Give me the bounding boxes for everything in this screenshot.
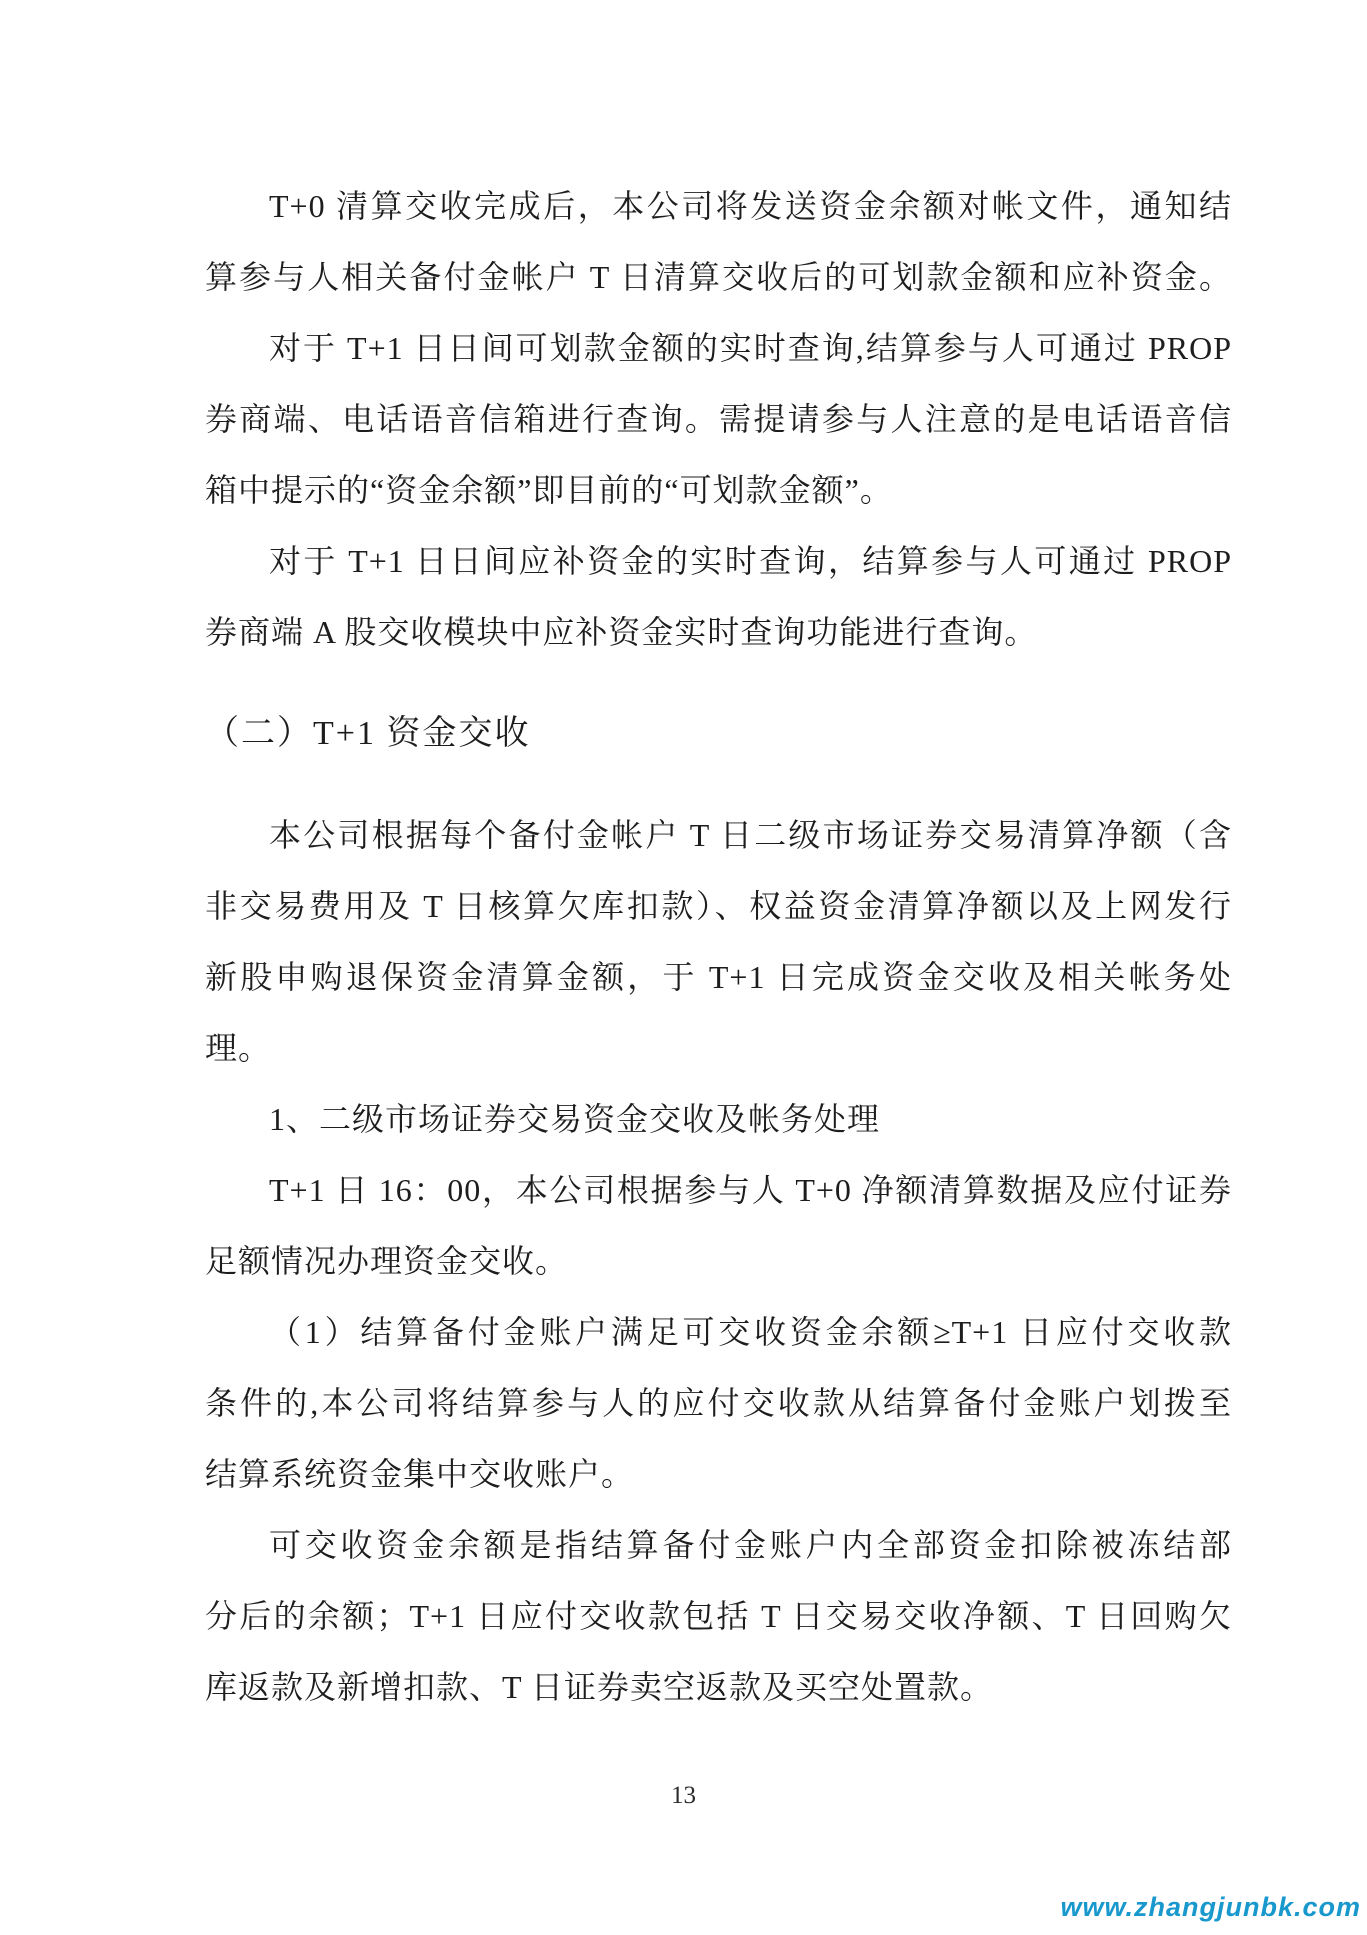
paragraph-line: T+1 日 16：00，本公司根据参与人 T+0 净额清算数据及应付证券 <box>269 1172 1232 1208</box>
paragraph-line: 本公司根据每个备付金帐户 T 日二级市场证券交易清算净额（含 <box>269 817 1232 853</box>
paragraph-line: 库返款及新增扣款、T 日证券卖空返款及买空处置款。 <box>205 1669 993 1705</box>
paragraph-line: 足额情况办理资金交收。 <box>205 1243 569 1279</box>
paragraph-line: 券商端、电话语音信箱进行查询。需提请参与人注意的是电话语音信 <box>205 401 1232 437</box>
section-heading: （二）T+1 资金交收 <box>205 715 531 752</box>
paragraph-line: 结算系统资金集中交收账户。 <box>205 1456 635 1492</box>
paragraph-line: （1）结算备付金账户满足可交收资金余额≥T+1 日应付交收款 <box>269 1314 1232 1350</box>
paragraph-line: 新股申购退保资金清算金额，于 T+1 日完成资金交收及相关帐务处 <box>205 959 1232 995</box>
paragraph-line: 对于 T+1 日日间可划款金额的实时查询,结算参与人可通过 PROP <box>269 330 1232 366</box>
paragraph-line: 箱中提示的“资金余额”即目前的“可划款金额”。 <box>205 472 893 508</box>
paragraph-line: 对于 T+1 日日间应补资金的实时查询，结算参与人可通过 PROP <box>269 543 1232 579</box>
paragraph-line: 算参与人相关备付金帐户 T 日清算交收后的可划款金额和应补资金。 <box>205 259 1232 295</box>
list-item-heading: 1、二级市场证券交易资金交收及帐务处理 <box>269 1101 881 1137</box>
paragraph-line: 券商端 A 股交收模块中应补资金实时查询功能进行查询。 <box>205 614 1038 650</box>
paragraph-line: 非交易费用及 T 日核算欠库扣款）、权益资金清算净额以及上网发行 <box>205 888 1232 924</box>
paragraph-line: 条件的,本公司将结算参与人的应付交收款从结算备付金账户划拨至 <box>205 1385 1232 1421</box>
paragraph-line: 可交收资金余额是指结算备付金账户内全部资金扣除被冻结部 <box>269 1527 1232 1563</box>
paragraph-line: T+0 清算交收完成后，本公司将发送资金余额对帐文件，通知结 <box>269 188 1232 224</box>
paragraph-line: 分后的余额；T+1 日应付交收款包括 T 日交易交收净额、T 日回购欠 <box>205 1598 1232 1634</box>
paragraph-line: 理。 <box>205 1030 272 1066</box>
watermark-link[interactable]: www.zhangjunbk.com <box>1060 1892 1361 1922</box>
page-number: 13 <box>671 1782 696 1809</box>
